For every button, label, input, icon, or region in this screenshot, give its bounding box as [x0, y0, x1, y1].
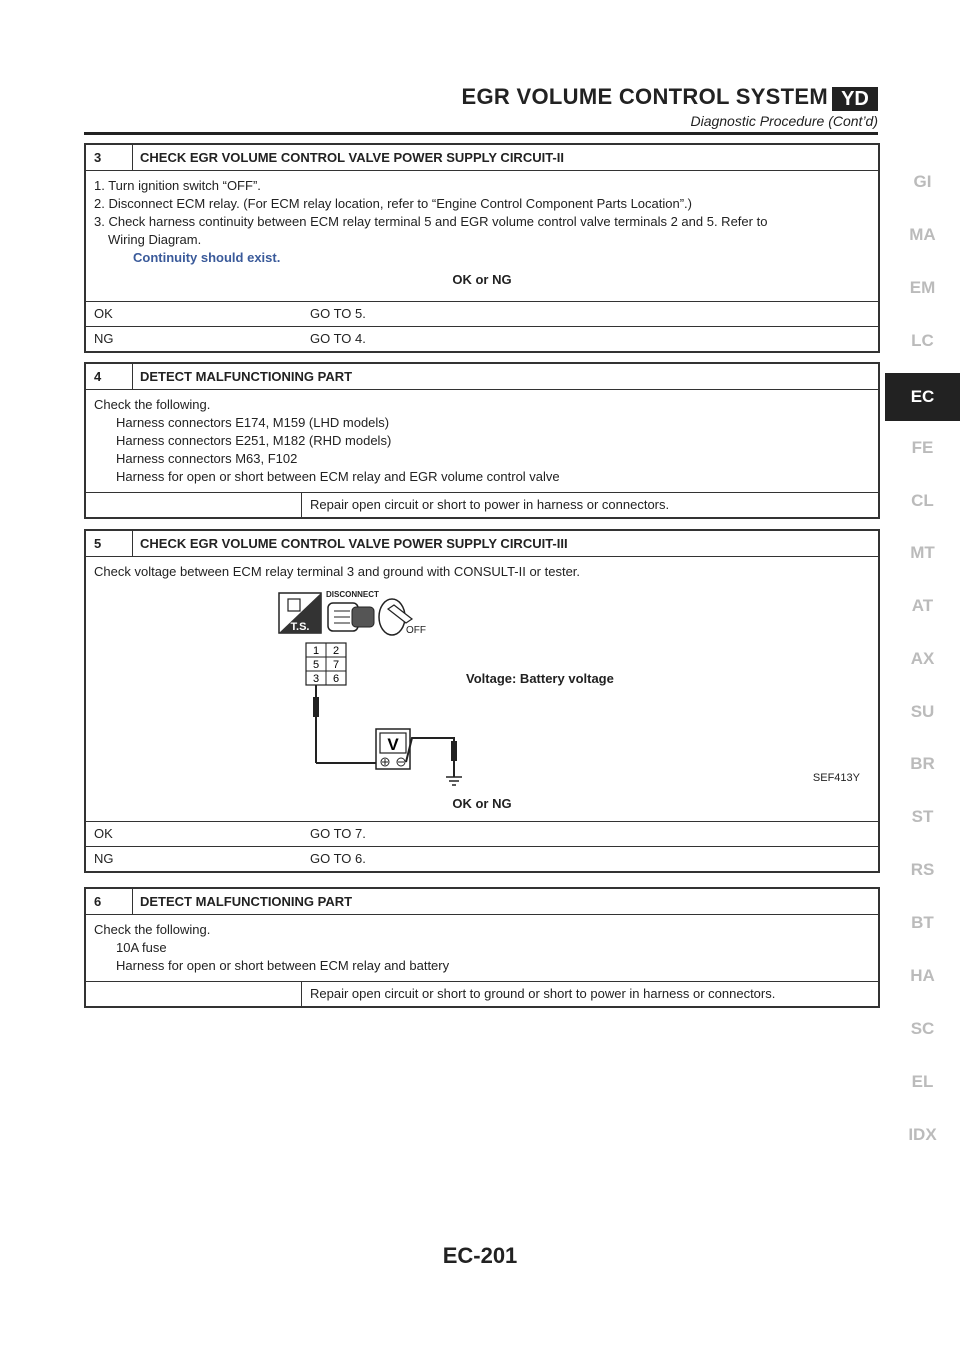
- sidebar-tab-em[interactable]: EM: [909, 278, 936, 297]
- result-label: OK: [94, 826, 113, 841]
- result-action: GO TO 7.: [310, 826, 366, 841]
- instruction-line: 3. Check harness continuity between ECM relay terminal 5 and EGR volume control valve terminals 2 and 5. Refer to: [94, 214, 768, 229]
- sidebar-tab-ha[interactable]: HA: [910, 966, 935, 985]
- instruction-line: 1. Turn ignition switch “OFF”.: [94, 178, 261, 193]
- ground-lead: [406, 738, 462, 785]
- step-header: [86, 145, 878, 170]
- step-number: 4: [86, 364, 133, 389]
- step-content: [86, 556, 878, 821]
- sidebar-tab-lc[interactable]: LC: [911, 331, 934, 350]
- sidebar-tab-su[interactable]: SU: [910, 702, 935, 721]
- result-action: GO TO 4.: [310, 331, 366, 346]
- page-title: EGR VOLUME CONTROL SYSTEM: [461, 84, 828, 109]
- ok-or-ng-label: OK or NG: [452, 272, 512, 287]
- page-number: EC-201: [442, 1243, 518, 1268]
- sidebar-tab-mt[interactable]: MT: [910, 543, 935, 562]
- step-header: [86, 531, 878, 556]
- sidebar-tab-at[interactable]: AT: [911, 596, 934, 615]
- instruction-line: Check the following.: [94, 922, 211, 937]
- ts-label: T.S.: [290, 621, 310, 633]
- step-title: DETECT MALFUNCTIONING PART: [140, 369, 353, 384]
- instruction-line: Harness for open or short between ECM relay and EGR volume control valve: [116, 469, 560, 484]
- voltmeter-icon: [376, 729, 410, 769]
- pin-label: 6: [332, 673, 340, 685]
- sidebar-tab-st[interactable]: ST: [911, 807, 934, 826]
- sidebar-tab-ax[interactable]: AX: [910, 649, 935, 668]
- result-label: OK: [94, 306, 113, 321]
- disconnect-connector-icon: [326, 590, 379, 631]
- step-content: [86, 170, 878, 301]
- result-label: [86, 493, 302, 517]
- step-number: 3: [86, 145, 133, 170]
- step-content: [86, 389, 878, 492]
- sidebar-tab-fe[interactable]: FE: [911, 438, 934, 457]
- result-row: [86, 981, 878, 1006]
- result-row: [86, 846, 878, 871]
- relay-terminal-block: [306, 643, 346, 685]
- wiring-illustration: [94, 581, 870, 791]
- sidebar-tab-bt[interactable]: BT: [911, 913, 934, 932]
- instruction-line: Check voltage between ECM relay terminal 3 and ground with CONSULT-II or tester.: [94, 564, 581, 579]
- pin-label: 7: [332, 659, 340, 671]
- pin-label: 3: [312, 673, 320, 685]
- step-title: CHECK EGR VOLUME CONTROL VALVE POWER SUPPLY CIRCUIT-III: [140, 536, 568, 551]
- header-rule: [84, 132, 878, 135]
- sidebar-tab-el[interactable]: EL: [911, 1072, 934, 1091]
- page-subtitle: Diagnostic Procedure (Cont’d): [690, 113, 878, 129]
- step-header: [86, 364, 878, 389]
- pin-label: 5: [312, 659, 320, 671]
- engine-badge: YD: [832, 87, 878, 111]
- disconnect-label: DISCONNECT: [326, 590, 379, 599]
- ts-connector-icon: [279, 593, 321, 633]
- spec-text: Continuity should exist.: [133, 250, 281, 265]
- step-header: [86, 889, 878, 914]
- result-action: Repair open circuit or short to ground or short to power in harness or connectors.: [310, 986, 776, 1001]
- sidebar-tab-sc[interactable]: SC: [910, 1019, 935, 1038]
- instruction-line: Harness connectors E251, M182 (RHD models): [116, 433, 392, 448]
- instruction-line: 2. Disconnect ECM relay. (For ECM relay location, refer to “Engine Control Component Parts Location”.): [94, 196, 692, 211]
- instruction-line: Check the following.: [94, 397, 211, 412]
- step-title: DETECT MALFUNCTIONING PART: [140, 894, 353, 909]
- result-row: [86, 326, 878, 351]
- instruction-line: Wiring Diagram.: [108, 232, 202, 247]
- step-content: [86, 914, 878, 981]
- sidebar-tab-br[interactable]: BR: [910, 754, 935, 773]
- voltage-spec: Voltage: Battery voltage: [466, 671, 614, 686]
- off-label: OFF: [406, 625, 426, 636]
- instruction-line: Harness connectors E174, M159 (LHD models): [116, 415, 390, 430]
- result-action: GO TO 6.: [310, 851, 366, 866]
- step-6-box: [84, 887, 880, 1008]
- ignition-off-icon: [379, 599, 426, 636]
- voltage-check-diagram: [94, 581, 870, 791]
- sidebar-tab-ec[interactable]: EC: [885, 373, 960, 421]
- result-row: [86, 821, 878, 846]
- result-label: [86, 982, 302, 1006]
- step-title: CHECK EGR VOLUME CONTROL VALVE POWER SUPPLY CIRCUIT-II: [140, 150, 564, 165]
- sidebar-tab-gi[interactable]: GI: [913, 172, 932, 191]
- result-row: [86, 301, 878, 326]
- step-3-box: [84, 143, 880, 353]
- result-row: [86, 492, 878, 517]
- sidebar-tab-ma[interactable]: MA: [909, 225, 936, 244]
- pin-label: 2: [332, 645, 340, 657]
- result-label: NG: [94, 331, 114, 346]
- step-5-box: [84, 529, 880, 873]
- sidebar-tab-rs[interactable]: RS: [910, 860, 935, 879]
- step-number: 6: [86, 889, 133, 914]
- probe-lead: [313, 685, 378, 763]
- ok-or-ng-label: OK or NG: [452, 796, 512, 811]
- result-label: NG: [94, 851, 114, 866]
- step-4-box: [84, 362, 880, 519]
- instruction-line: Harness for open or short between ECM relay and battery: [116, 958, 450, 973]
- sidebar-tab-cl[interactable]: CL: [911, 491, 934, 510]
- instruction-line: Harness connectors M63, F102: [116, 451, 298, 466]
- meter-label: V: [387, 735, 399, 754]
- sidebar-tab-idx[interactable]: IDX: [908, 1125, 937, 1144]
- step-number: 5: [86, 531, 133, 556]
- result-action: Repair open circuit or short to power in harness or connectors.: [310, 497, 670, 512]
- instruction-line: 10A fuse: [116, 940, 167, 955]
- pin-label: 1: [312, 645, 320, 657]
- result-action: GO TO 5.: [310, 306, 366, 321]
- figure-code: SEF413Y: [812, 772, 860, 784]
